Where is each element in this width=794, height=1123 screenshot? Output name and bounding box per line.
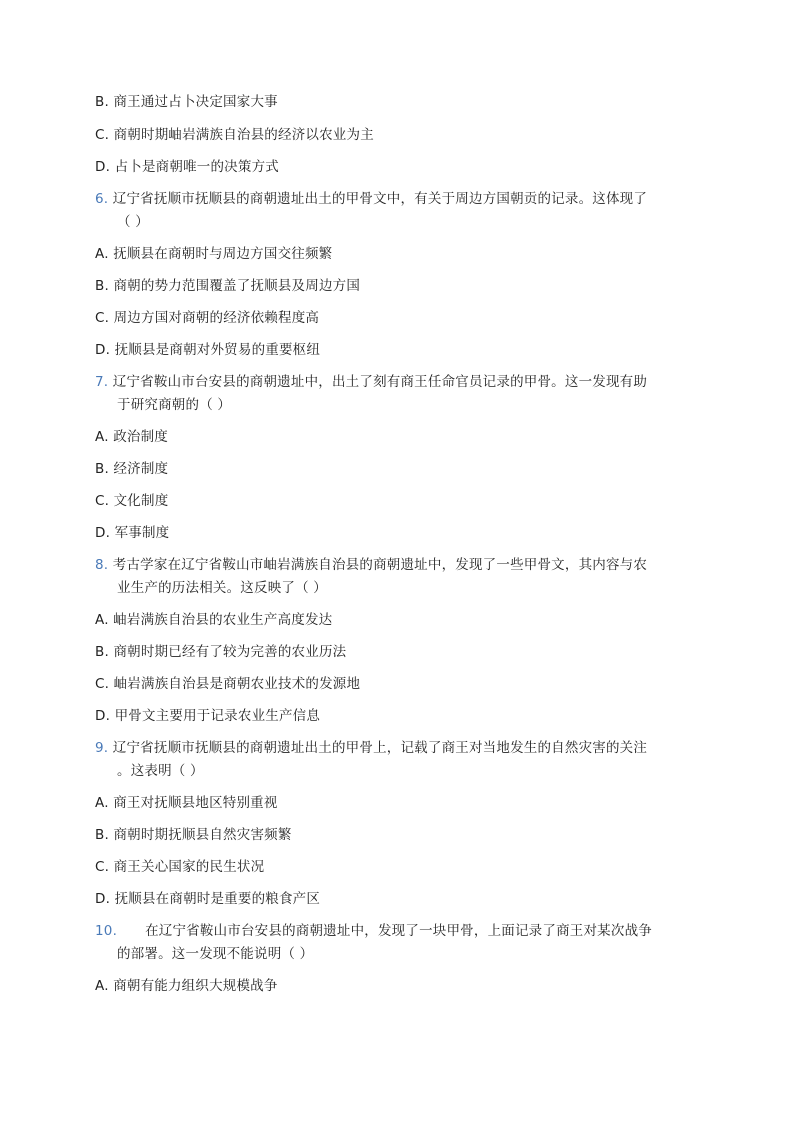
q9-option-b: B. 商朝时期抚顺县自然灾害频繁 [95, 827, 292, 843]
q5-option-c: C. 商朝时期岫岩满族自治县的经济以农业为主 [95, 127, 374, 143]
q7-option-d: D. 军事制度 [95, 525, 170, 541]
q7-stem: 7. 辽宁省鞍山市台安县的商朝遗址中，出土了刻有商王任命官员记录的甲骨。这一发现有助 [95, 374, 648, 390]
q6-stem: 6. 辽宁省抚顺市抚顺县的商朝遗址出土的甲骨文中，有关于周边方国朝贡的记录。这体现了 [95, 191, 648, 207]
q7-option-b: B. 经济制度 [95, 461, 169, 477]
q9-option-d: D. 抚顺县在商朝时是重要的粮食产区 [95, 891, 321, 907]
q7-option-c: C. 文化制度 [95, 493, 169, 509]
q6-option-b: B. 商朝的势力范围覆盖了抚顺县及周边方国 [95, 278, 361, 294]
q9-option-a: A. 商王对抚顺县地区特别重视 [95, 795, 278, 811]
q6-option-c: C. 周边方国对商朝的经济依赖程度高 [95, 310, 320, 326]
q5-option-b: B. 商王通过占卜决定国家大事 [95, 94, 278, 110]
q7-number: 7. [95, 374, 109, 390]
q8-number: 8. [95, 557, 109, 573]
q10-option-a: A. 商朝有能力组织大规模战争 [95, 978, 278, 994]
q7-stem-cont: 于研究商朝的（ ） [117, 397, 232, 413]
q8-option-b: B. 商朝时期已经有了较为完善的农业历法 [95, 644, 347, 660]
q6-option-d: D. 抚顺县是商朝对外贸易的重要枢纽 [95, 342, 321, 358]
q8-option-a: A. 岫岩满族自治县的农业生产高度发达 [95, 612, 333, 628]
q7-option-a: A. 政治制度 [95, 429, 168, 445]
q9-stem-cont: 。这表明（ ） [117, 763, 204, 779]
q10-number: 10. [95, 923, 118, 939]
q8-option-d: D. 甲骨文主要用于记录农业生产信息 [95, 708, 321, 724]
q6-option-a: A. 抚顺县在商朝时与周边方国交往频繁 [95, 246, 333, 262]
q10-stem-cont: 的部署。这一发现不能说明（ ） [117, 946, 314, 962]
q9-number: 9. [95, 740, 109, 756]
q9-option-c: C. 商王关心国家的民生状况 [95, 859, 265, 875]
q6-stem-cont: （ ） [117, 214, 149, 230]
q10-stem: 10. 在辽宁省鞍山市台安县的商朝遗址中，发现了一块甲骨，上面记录了商王对某次战争 [95, 923, 652, 939]
q8-stem: 8. 考古学家在辽宁省鞍山市岫岩满族自治县的商朝遗址中，发现了一些甲骨文，其内容与农 [95, 557, 648, 573]
q8-option-c: C. 岫岩满族自治县是商朝农业技术的发源地 [95, 676, 361, 692]
q9-stem: 9. 辽宁省抚顺市抚顺县的商朝遗址出土的甲骨上，记载了商王对当地发生的自然灾害的关注 [95, 740, 648, 756]
q5-option-d: D. 占卜是商朝唯一的决策方式 [95, 159, 279, 175]
q6-number: 6. [95, 191, 109, 207]
q8-stem-cont: 业生产的历法相关。这反映了（ ） [117, 580, 327, 596]
